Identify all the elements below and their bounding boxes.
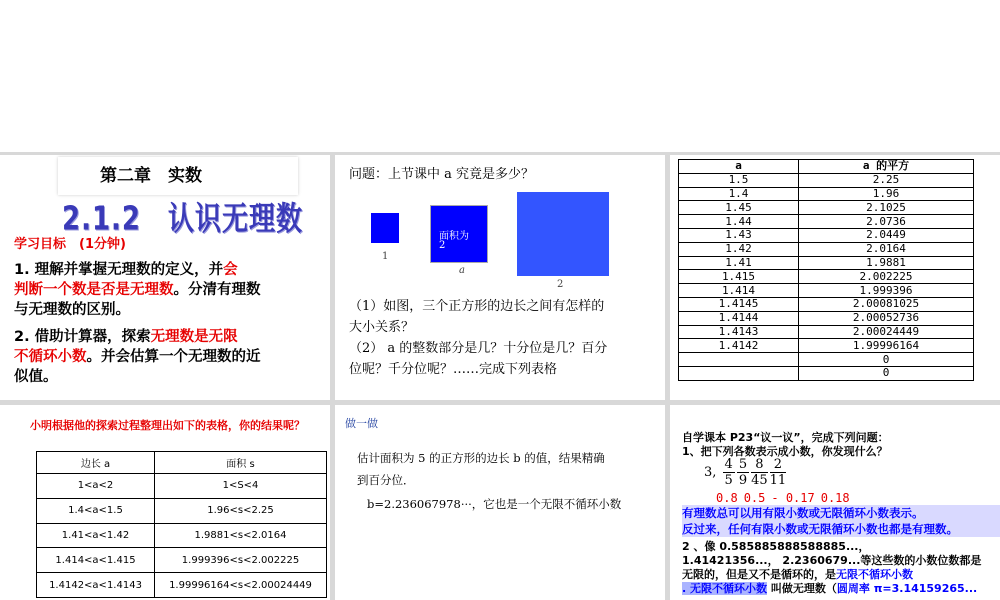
table-cell: 0 (799, 366, 974, 380)
table-cell: 1.4142 (679, 339, 799, 353)
table-cell (679, 353, 799, 367)
table-cell: 1.44 (679, 215, 799, 229)
table-row (679, 366, 974, 380)
question-text: 问题：上节课中 a 究竟是多少？ (349, 167, 535, 182)
self-study-line-6-highlight: . 无限不循环小数 (682, 582, 768, 595)
question-body (349, 296, 659, 380)
fraction-numerator: 5 (738, 457, 748, 472)
square-table-header (679, 160, 974, 174)
self-study-line-5 (682, 568, 1000, 582)
self-study-line-4: 1.41421356...， 2.2360679...等这些数的小数位数都是 (682, 554, 982, 567)
range-table-intro: 小明根据他的探索过程整理出如下的表格，你的结果呢？ (30, 419, 305, 432)
table-cell: 1.99996164 (799, 339, 974, 353)
table-cell: 1.999396 (799, 284, 974, 298)
range-table-header (37, 452, 327, 474)
table-cell: 1.45 (679, 201, 799, 215)
self-study-line-3: 2 、像 0.585885888588885...， (682, 540, 870, 553)
question-line-4: 位呢？千分位呢？……完成下列表格 (349, 362, 558, 377)
table-row (37, 573, 327, 598)
slide-square-table[interactable] (670, 155, 1000, 400)
goal-heading: 学习目标 (1分钟) (14, 237, 126, 252)
goal-item-2-text-3: 似值。 (14, 369, 58, 385)
square-medium-text: 面积为 (439, 231, 469, 242)
table-cell: 1.4145 (679, 297, 799, 311)
goal-item-2 (14, 327, 314, 387)
slide-try-it[interactable] (335, 405, 665, 600)
fraction (723, 457, 735, 488)
table-cell: 1.43 (679, 228, 799, 242)
table-row (37, 474, 327, 499)
goal-item-1-text-2: 。分清有理数 (173, 282, 261, 298)
goal-item-2-highlight-2: 不循环小数 (14, 349, 87, 365)
range-table-header-cell: 边长 a (37, 452, 155, 474)
fraction (770, 457, 787, 488)
decimal-answer: - 0.17 (771, 491, 815, 505)
goal-item-1-text: 1. 理解并掌握无理数的定义，并 (14, 262, 224, 278)
try-it-line-1: 估计面积为 5 的正方形的边长 b 的值，结果精确 (357, 451, 605, 465)
table-row (679, 187, 974, 201)
slide-range-table[interactable] (0, 405, 330, 600)
table-cell: 2.00024449 (799, 325, 974, 339)
goal-item-1 (14, 260, 314, 320)
square-large-label: 2 (557, 279, 564, 290)
rational-highlight (682, 505, 1000, 537)
table-cell: 1.414 (679, 284, 799, 298)
range-table (36, 451, 327, 598)
goal-item-2-text: 2. 借助计算器，探索 (14, 329, 151, 345)
goal-item-1-highlight: 会 (223, 262, 238, 278)
table-row (37, 498, 327, 523)
table-cell: 1.415 (679, 270, 799, 284)
table-cell: 1.99996164<s<2.00024449 (155, 573, 327, 598)
goal-item-2-highlight: 无理数是无限 (150, 329, 238, 345)
table-cell: 1.4 (679, 187, 799, 201)
square-large (517, 192, 609, 276)
table-cell: 1<a<2 (37, 474, 155, 499)
goal-item-1-text-3: 与无理数的区别。 (14, 302, 130, 318)
slide-learning-goals[interactable] (0, 155, 330, 400)
table-row (679, 242, 974, 256)
table-cell: 1.999396<s<2.002225 (155, 548, 327, 573)
slide-self-study[interactable] (670, 405, 1000, 600)
decimal-answer: 0.18 (820, 491, 850, 505)
decimal-answers (716, 491, 856, 505)
lesson-title: 2.1.2 认识无理数 (62, 200, 304, 238)
table-cell: 2.00052736 (799, 311, 974, 325)
table-row (679, 256, 974, 270)
table-cell: 1.5 (679, 173, 799, 187)
slide-question-squares[interactable] (335, 155, 665, 400)
table-cell: 2.002225 (799, 270, 974, 284)
table-cell: 1.9881 (799, 256, 974, 270)
fraction-denominator: 11 (769, 473, 787, 488)
question-line-3: （2） a 的整数部分是几？十分位是几？百分 (349, 341, 608, 356)
table-cell: 1<S<4 (155, 474, 327, 499)
square-medium-label: a (459, 265, 465, 276)
goal-item-1-highlight-2: 判断一个数是否是无理数 (14, 282, 174, 298)
table-row (679, 353, 974, 367)
table-row (679, 215, 974, 229)
square-table-header-cell: a (679, 160, 799, 174)
table-row (37, 523, 327, 548)
range-table-header-cell: 面积 s (155, 452, 327, 474)
try-it-line-3: b=2.236067978···，它也是一个无限不循环小数 (367, 497, 622, 511)
goal-item-2-text-2: 。并会估算一个无理数的近 (86, 349, 261, 365)
table-cell: 1.96<s<2.25 (155, 498, 327, 523)
table-cell: 1.4144 (679, 311, 799, 325)
table-row (679, 284, 974, 298)
table-row (679, 311, 974, 325)
fraction-denominator: 45 (751, 473, 768, 488)
decimal-answer: 0.5 (743, 491, 766, 505)
table-cell: 1.41<a<1.42 (37, 523, 155, 548)
table-row (679, 325, 974, 339)
self-study-line-5-text: 无限的，但是又不是循环的，是 (682, 568, 836, 581)
fraction-list (704, 457, 788, 488)
fraction-denominator: 9 (738, 473, 748, 488)
self-study-line-2: 1、把下列各数表示成小数，你发现什么？ (682, 445, 888, 458)
fraction (751, 457, 768, 488)
table-cell: 2.00081025 (799, 297, 974, 311)
self-study-line-6-pi: 圆周率 π=3.14159265... (836, 582, 978, 595)
table-cell: 2.0736 (799, 215, 974, 229)
fraction-denominator: 5 (724, 473, 733, 488)
decimal-answer: 0.8 (716, 491, 738, 505)
table-row (679, 297, 974, 311)
table-cell: 1.9881<s<2.0164 (155, 523, 327, 548)
square-medium-text-2: 2 (439, 240, 446, 251)
square-values-table (678, 159, 974, 381)
table-row (679, 201, 974, 215)
table-row (37, 548, 327, 573)
table-cell: 2.0449 (799, 228, 974, 242)
table-cell: 0 (799, 353, 974, 367)
self-study-line-6-text: 叫做无理数（ (767, 582, 837, 595)
question-line-1: （1）如图，三个正方形的边长之间有怎样的 (349, 299, 605, 314)
table-cell: 1.4143 (679, 325, 799, 339)
table-cell: 2.0164 (799, 242, 974, 256)
square-table-header-cell: a 的平方 (799, 160, 974, 174)
self-study-line-1: 自学课本 P23“议一议”，完成下列问题： (682, 431, 889, 444)
table-cell: 1.414<a<1.415 (37, 548, 155, 573)
table-row (679, 228, 974, 242)
table-cell: 2.25 (799, 173, 974, 187)
table-cell: 1.42 (679, 242, 799, 256)
question-line-2: 大小关系？ (349, 320, 415, 335)
try-it-line-2: 到百分位． (357, 473, 415, 487)
table-cell: 2.1025 (799, 201, 974, 215)
rational-highlight-line-1: 有理数总可以用有限小数或无限循环小数表示。 (682, 506, 924, 520)
square-small (371, 213, 399, 243)
rational-highlight-line-2: 反过来，任何有限小数或无限循环小数也都是有理数。 (682, 522, 958, 536)
try-it-heading: 做一做 (345, 417, 378, 430)
fraction-numerator: 2 (770, 457, 787, 473)
fraction-lead: 3, (704, 465, 717, 480)
table-cell: 1.41 (679, 256, 799, 270)
fraction (737, 457, 749, 488)
table-cell (679, 366, 799, 380)
self-study-line-6 (682, 582, 1000, 596)
table-cell: 1.4142<a<1.4143 (37, 573, 155, 598)
table-row (679, 270, 974, 284)
table-row (679, 173, 974, 187)
chapter-title: 第二章 实数 (100, 166, 202, 186)
self-study-line-5-highlight: 无限不循环小数 (836, 568, 913, 581)
table-row (679, 339, 974, 353)
fraction-numerator: 4 (724, 457, 733, 472)
fraction-numerator: 8 (751, 457, 768, 473)
table-cell: 1.4<a<1.5 (37, 498, 155, 523)
table-cell: 1.96 (799, 187, 974, 201)
square-small-label: 1 (382, 251, 389, 262)
